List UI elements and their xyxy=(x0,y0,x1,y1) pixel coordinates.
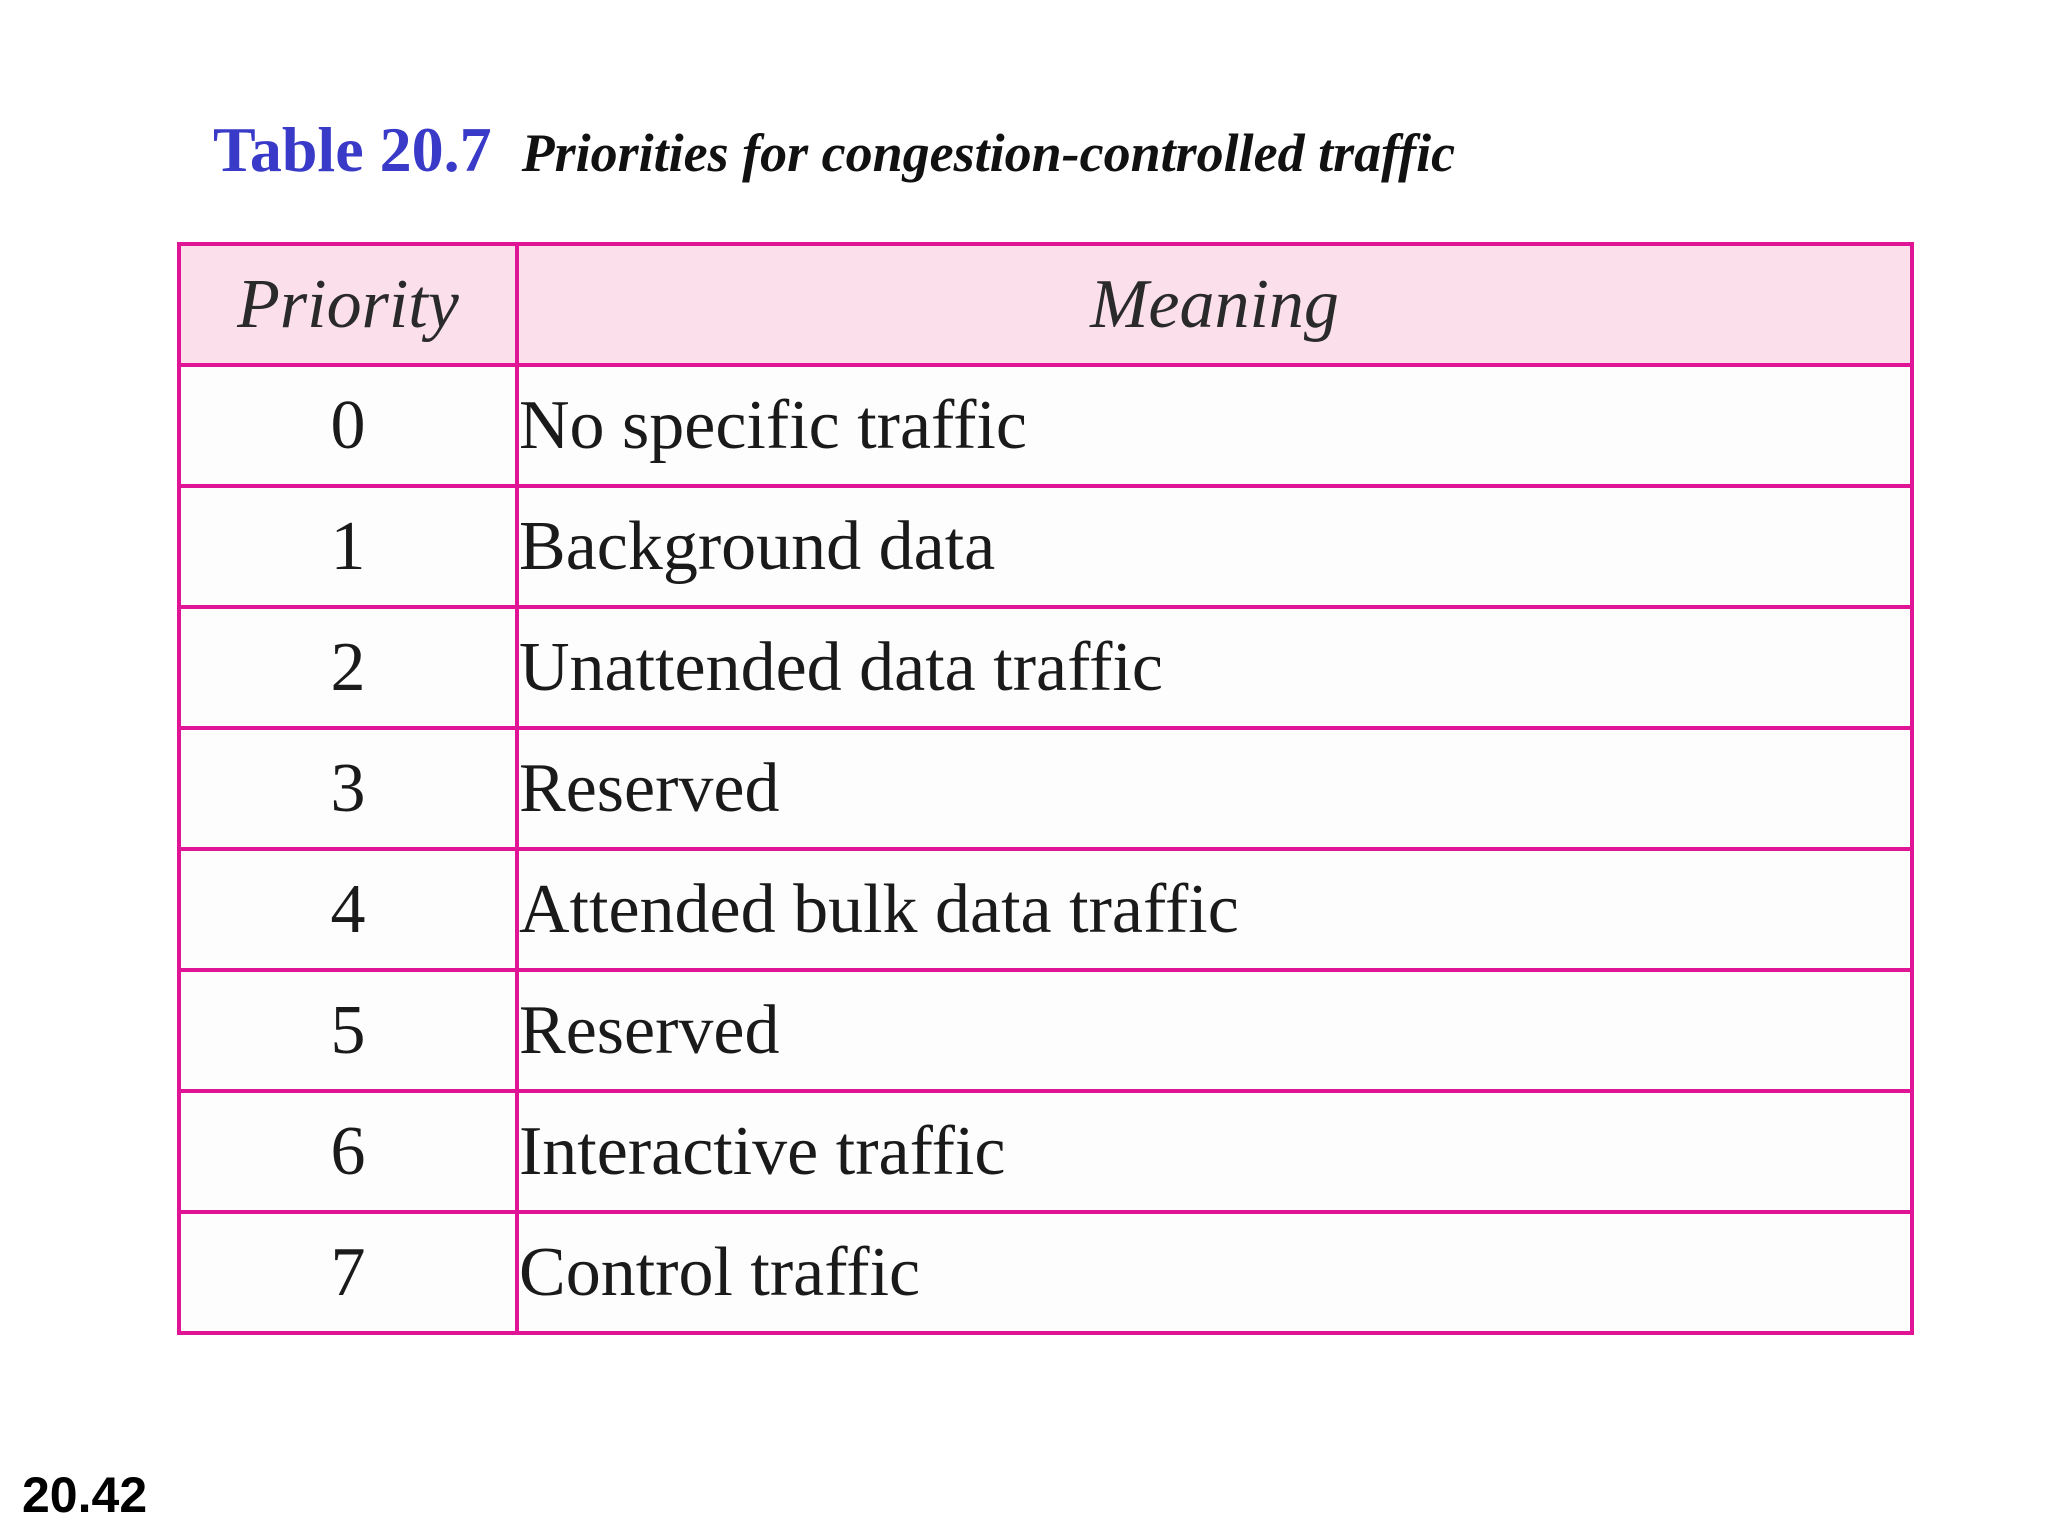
priority-cell: 5 xyxy=(179,970,517,1091)
priority-cell: 4 xyxy=(179,849,517,970)
column-header-meaning: Meaning xyxy=(517,244,1912,365)
table-row xyxy=(179,486,1912,607)
priority-cell: 2 xyxy=(179,607,517,728)
meaning-cell: Reserved xyxy=(517,728,1912,849)
table-row xyxy=(179,849,1912,970)
table-row xyxy=(179,1212,1912,1333)
table-row xyxy=(179,970,1912,1091)
table-caption-title: Priorities for congestion-controlled traffic xyxy=(521,123,1456,183)
meaning-cell: Unattended data traffic xyxy=(517,607,1912,728)
table-row xyxy=(179,728,1912,849)
table-caption-label: Table 20.7 xyxy=(213,114,492,185)
meaning-cell: Attended bulk data traffic xyxy=(517,849,1912,970)
meaning-cell: Reserved xyxy=(517,970,1912,1091)
column-header-priority: Priority xyxy=(179,244,517,365)
priority-cell: 3 xyxy=(179,728,517,849)
table-row xyxy=(179,607,1912,728)
table-row xyxy=(179,365,1912,486)
table-row xyxy=(179,1091,1912,1212)
priority-cell: 6 xyxy=(179,1091,517,1212)
priority-cell: 1 xyxy=(179,486,517,607)
meaning-cell: Control traffic xyxy=(517,1212,1912,1333)
meaning-cell: No specific traffic xyxy=(517,365,1912,486)
meaning-cell: Interactive traffic xyxy=(517,1091,1912,1212)
table-header-row xyxy=(179,244,1912,365)
page-number: 20.42 xyxy=(22,1467,148,1523)
priority-cell: 0 xyxy=(179,365,517,486)
priority-cell: 7 xyxy=(179,1212,517,1333)
meaning-cell: Background data xyxy=(517,486,1912,607)
table-caption xyxy=(213,114,1456,185)
priorities-table xyxy=(177,242,1914,1335)
